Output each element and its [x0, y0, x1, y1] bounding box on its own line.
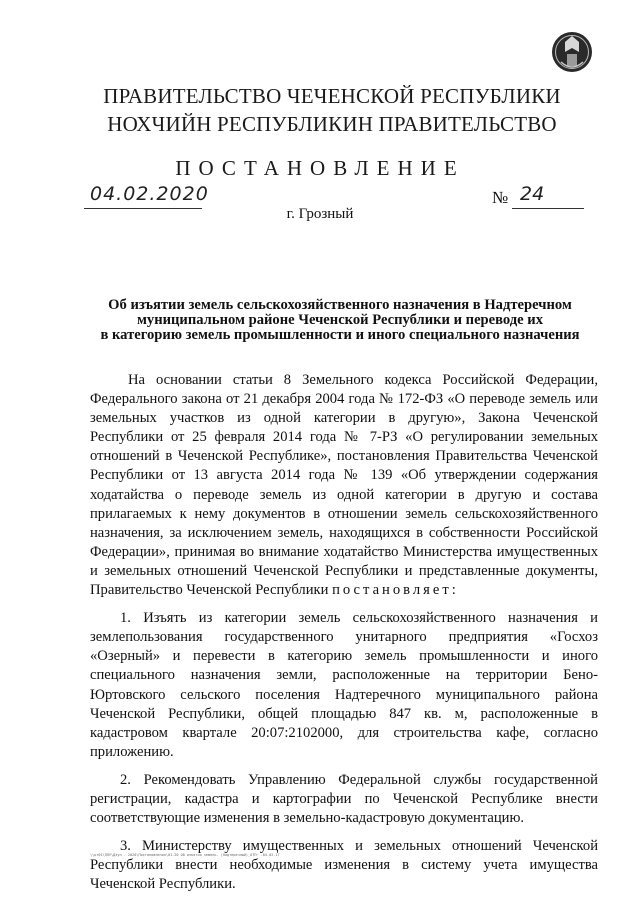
title-line: в категорию земель промышленности и иного специального назначения: [100, 327, 580, 343]
decree-number: 24: [520, 183, 545, 205]
decree-date: 04.02.2020: [90, 183, 209, 205]
document-type: ПОСТАНОВЛЕНИЕ: [175, 156, 465, 180]
decree-item-1: 1. Изъять из категории земель сельскохозяйственного назначения и землепользования государственного унитарного предприятия «Госхоз «Озерный» и перевести в категорию земель промышленности и иного специального назначения земли, расположенные на территории Бено-Юртовского сельского поселения Надтеречного муниципального района Чеченской Республики, общей площадью 847 кв. м, расположенные в кадастровом квартале 20:07:2102000, для строительства кафе, согласно приложению.: [90, 610, 598, 760]
decree-item-2: 2. Рекомендовать Управлению Федеральной службы государственной регистрации, кадастра и картографии по Чеченской Республике внести соответствующие изменения в земельно-кадастровую документацию.: [90, 771, 598, 827]
government-name-ru: ПРАВИТЕЛЬСТВО ЧЕЧЕНСКОЙ РЕСПУБЛИКИ: [103, 84, 561, 108]
title-line: муниципальном районе Чеченской Республики и переводе их: [136, 312, 544, 328]
government-name-ce: НОХЧИЙН РЕСПУБЛИКИН ПРАВИТЕЛЬСТВО: [107, 112, 557, 136]
decree-body: [90, 371, 598, 894]
decree-item-3: 3. Министерству имущественных и земельных отношений Чеченской Республики внести необходимые изменения в систему учета имущества Чеченской Республики.: [90, 838, 598, 893]
city-name: г. Грозный: [286, 206, 354, 222]
title-line: Об изъятии земель сельскохозяйственного назначения в Надтеречном: [108, 297, 572, 313]
preamble-text: На основании статьи 8 Земельного кодекса Российской Федерации, Федерального закона от 21 декабря 2004 года № 172-ФЗ «О переводе земель или земельных участков из одной категории в другую», Закона Чеченской Республики от 25 февраля 2014 года № 7-РЗ «О регулировании земельных отношений в Чеченской Республике», постановления Правительства Чеченской Республики от 13 августа 2014 года № 139 «Об утверждении содержания ходатайства о переводе земель из одной категории в другую и состава прилагаемых к нему документов в отношении земель сельскохозяйственного назначения, за исключением земель, находящихся в собственности Российской Федерации», принимая во внимание ходатайство Министерства имущественных и земельных отношений Чеченской Республики и представленные документы, Правительство Чеченской Республики: [90, 372, 598, 599]
chechen-republic-emblem-icon: [551, 28, 593, 76]
preamble-paragraph: [90, 371, 598, 600]
decree-word: постановляет:: [332, 582, 459, 599]
decree-title: [80, 298, 600, 343]
number-sign: №: [492, 188, 509, 207]
file-path-footer: \\pr01\ЛПУ\Дзун - 2020\Постановления\01-20 Об изъятии земель. (Надтеречный)_ОТП~ .04.02.17: [90, 853, 280, 857]
